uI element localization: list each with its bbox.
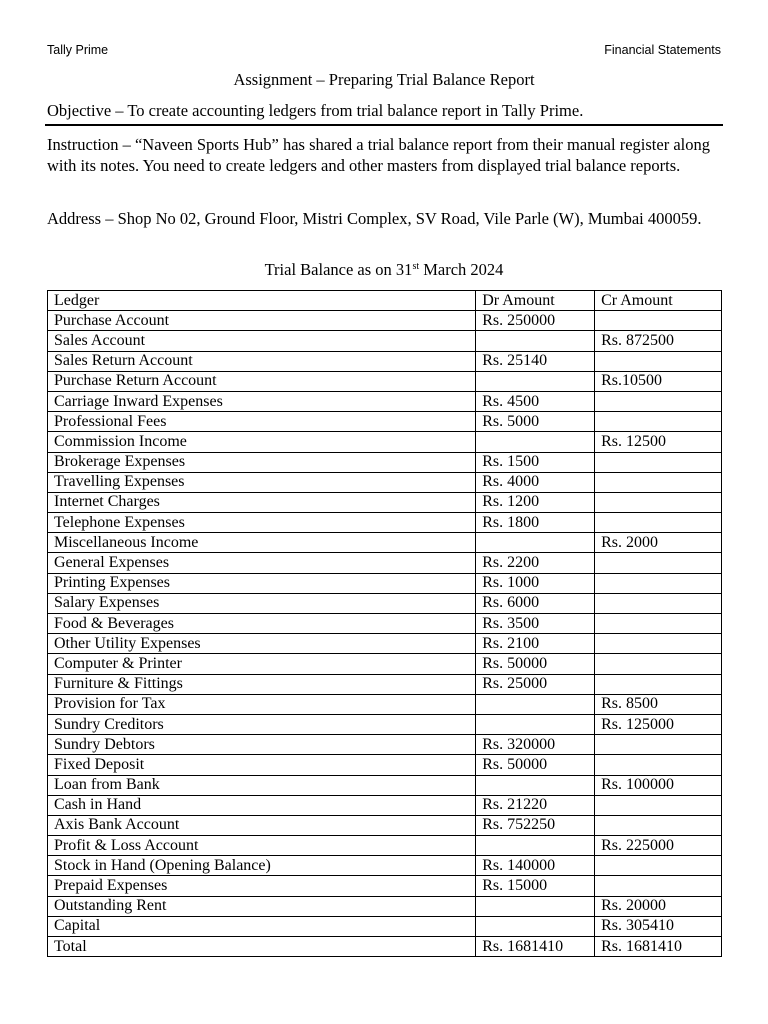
cr-amount-cell: Rs. 2000 bbox=[595, 533, 722, 553]
ledger-cell: Computer & Printer bbox=[48, 654, 476, 674]
table-row bbox=[48, 836, 722, 856]
header-dr-amount: Dr Amount bbox=[476, 291, 595, 311]
ledger-cell: Cash in Hand bbox=[48, 795, 476, 815]
ledger-cell: Telephone Expenses bbox=[48, 513, 476, 533]
dr-amount-cell: Rs. 752250 bbox=[476, 815, 595, 835]
table-title bbox=[0, 260, 768, 280]
dr-amount-cell: Rs. 15000 bbox=[476, 876, 595, 896]
table-row bbox=[48, 694, 722, 714]
ledger-cell: Commission Income bbox=[48, 432, 476, 452]
dr-amount-cell: Rs. 50000 bbox=[476, 654, 595, 674]
cr-amount-cell bbox=[595, 634, 722, 654]
ledger-cell: Axis Bank Account bbox=[48, 815, 476, 835]
table-row bbox=[48, 472, 722, 492]
ledger-cell: Total bbox=[48, 937, 476, 957]
table-row bbox=[48, 412, 722, 432]
table-row bbox=[48, 775, 722, 795]
ledger-cell: Sales Account bbox=[48, 331, 476, 351]
table-row bbox=[48, 533, 722, 553]
table-row bbox=[48, 492, 722, 512]
table-row bbox=[48, 553, 722, 573]
dr-amount-cell: Rs. 50000 bbox=[476, 755, 595, 775]
table-row bbox=[48, 896, 722, 916]
table-row bbox=[48, 937, 722, 957]
cr-amount-cell: Rs. 8500 bbox=[595, 694, 722, 714]
cr-amount-cell bbox=[595, 452, 722, 472]
divider-line bbox=[45, 124, 723, 126]
ledger-cell: Capital bbox=[48, 916, 476, 936]
cr-amount-cell: Rs. 20000 bbox=[595, 896, 722, 916]
table-title-suffix: March 2024 bbox=[419, 260, 504, 279]
cr-amount-cell: Rs.10500 bbox=[595, 371, 722, 391]
cr-amount-cell bbox=[595, 311, 722, 331]
table-row bbox=[48, 735, 722, 755]
cr-amount-cell bbox=[595, 755, 722, 775]
ledger-cell: Printing Expenses bbox=[48, 573, 476, 593]
table-row bbox=[48, 654, 722, 674]
table-row bbox=[48, 593, 722, 613]
table-row bbox=[48, 856, 722, 876]
dr-amount-cell: Rs. 140000 bbox=[476, 856, 595, 876]
ledger-cell: Sales Return Account bbox=[48, 351, 476, 371]
header-cr-amount: Cr Amount bbox=[595, 291, 722, 311]
dr-amount-cell bbox=[476, 775, 595, 795]
dr-amount-cell: Rs. 1200 bbox=[476, 492, 595, 512]
dr-amount-cell: Rs. 1000 bbox=[476, 573, 595, 593]
cr-amount-cell bbox=[595, 795, 722, 815]
table-row bbox=[48, 755, 722, 775]
table-row bbox=[48, 634, 722, 654]
ledger-cell: Sundry Debtors bbox=[48, 735, 476, 755]
table-header-row bbox=[48, 291, 722, 311]
ledger-cell: Sundry Creditors bbox=[48, 714, 476, 734]
ledger-cell: Internet Charges bbox=[48, 492, 476, 512]
cr-amount-cell: Rs. 125000 bbox=[595, 714, 722, 734]
table-row bbox=[48, 351, 722, 371]
dr-amount-cell bbox=[476, 694, 595, 714]
cr-amount-cell: Rs. 100000 bbox=[595, 775, 722, 795]
ledger-cell: Carriage Inward Expenses bbox=[48, 391, 476, 411]
header-right: Financial Statements bbox=[604, 43, 721, 57]
dr-amount-cell: Rs. 320000 bbox=[476, 735, 595, 755]
dr-amount-cell: Rs. 250000 bbox=[476, 311, 595, 331]
dr-amount-cell: Rs. 2100 bbox=[476, 634, 595, 654]
document-title: Assignment – Preparing Trial Balance Report bbox=[233, 70, 535, 89]
cr-amount-cell bbox=[595, 654, 722, 674]
cr-amount-cell: Rs. 305410 bbox=[595, 916, 722, 936]
cr-amount-cell: Rs. 12500 bbox=[595, 432, 722, 452]
dr-amount-cell bbox=[476, 432, 595, 452]
cr-amount-cell bbox=[595, 472, 722, 492]
cr-amount-cell bbox=[595, 513, 722, 533]
ledger-cell: General Expenses bbox=[48, 553, 476, 573]
table-row bbox=[48, 311, 722, 331]
cr-amount-cell: Rs. 1681410 bbox=[595, 937, 722, 957]
cr-amount-cell bbox=[595, 391, 722, 411]
trial-balance-table bbox=[47, 290, 722, 957]
dr-amount-cell bbox=[476, 331, 595, 351]
ledger-cell: Miscellaneous Income bbox=[48, 533, 476, 553]
ledger-cell: Professional Fees bbox=[48, 412, 476, 432]
dr-amount-cell: Rs. 25140 bbox=[476, 351, 595, 371]
table-row bbox=[48, 614, 722, 634]
dr-amount-cell bbox=[476, 371, 595, 391]
table-title-sup: st bbox=[412, 261, 420, 272]
table-title-prefix: Trial Balance as on 31 bbox=[264, 260, 413, 279]
ledger-cell: Other Utility Expenses bbox=[48, 634, 476, 654]
cr-amount-cell bbox=[595, 815, 722, 835]
cr-amount-cell bbox=[595, 351, 722, 371]
cr-amount-cell bbox=[595, 674, 722, 694]
dr-amount-cell: Rs. 1500 bbox=[476, 452, 595, 472]
ledger-cell: Provision for Tax bbox=[48, 694, 476, 714]
ledger-cell: Loan from Bank bbox=[48, 775, 476, 795]
table-row bbox=[48, 815, 722, 835]
dr-amount-cell: Rs. 3500 bbox=[476, 614, 595, 634]
dr-amount-cell: Rs. 1681410 bbox=[476, 937, 595, 957]
table-row bbox=[48, 513, 722, 533]
dr-amount-cell: Rs. 5000 bbox=[476, 412, 595, 432]
cr-amount-cell bbox=[595, 593, 722, 613]
header-ledger: Ledger bbox=[48, 291, 476, 311]
cr-amount-cell bbox=[595, 856, 722, 876]
instruction-text: Instruction – “Naveen Sports Hub” has shared a trial balance report from their manual register along with its notes. You need to create ledgers and other masters from displayed trial balance reports. bbox=[47, 135, 710, 175]
table-row bbox=[48, 391, 722, 411]
ledger-cell: Prepaid Expenses bbox=[48, 876, 476, 896]
dr-amount-cell bbox=[476, 896, 595, 916]
ledger-cell: Travelling Expenses bbox=[48, 472, 476, 492]
ledger-cell: Fixed Deposit bbox=[48, 755, 476, 775]
address-text: Address – Shop No 02, Ground Floor, Mistri Complex, SV Road, Vile Parle (W), Mumbai 400059. bbox=[47, 209, 702, 228]
dr-amount-cell: Rs. 4000 bbox=[476, 472, 595, 492]
dr-amount-cell: Rs. 21220 bbox=[476, 795, 595, 815]
dr-amount-cell bbox=[476, 533, 595, 553]
dr-amount-cell bbox=[476, 836, 595, 856]
cr-amount-cell bbox=[595, 876, 722, 896]
cr-amount-cell bbox=[595, 614, 722, 634]
table-row bbox=[48, 876, 722, 896]
ledger-cell: Outstanding Rent bbox=[48, 896, 476, 916]
table-row bbox=[48, 371, 722, 391]
dr-amount-cell bbox=[476, 714, 595, 734]
cr-amount-cell: Rs. 225000 bbox=[595, 836, 722, 856]
cr-amount-cell: Rs. 872500 bbox=[595, 331, 722, 351]
ledger-cell: Food & Beverages bbox=[48, 614, 476, 634]
table-row bbox=[48, 795, 722, 815]
cr-amount-cell bbox=[595, 412, 722, 432]
table-row bbox=[48, 916, 722, 936]
dr-amount-cell: Rs. 6000 bbox=[476, 593, 595, 613]
dr-amount-cell: Rs. 2200 bbox=[476, 553, 595, 573]
ledger-cell: Purchase Return Account bbox=[48, 371, 476, 391]
ledger-cell: Salary Expenses bbox=[48, 593, 476, 613]
ledger-cell: Purchase Account bbox=[48, 311, 476, 331]
header-left: Tally Prime bbox=[47, 43, 109, 57]
objective-text: Objective – To create accounting ledgers from trial balance report in Tally Prime. bbox=[47, 101, 584, 120]
ledger-cell: Brokerage Expenses bbox=[48, 452, 476, 472]
dr-amount-cell: Rs. 4500 bbox=[476, 391, 595, 411]
table-row bbox=[48, 714, 722, 734]
table-row bbox=[48, 331, 722, 351]
table-row bbox=[48, 432, 722, 452]
dr-amount-cell bbox=[476, 916, 595, 936]
cr-amount-cell bbox=[595, 573, 722, 593]
ledger-cell: Furniture & Fittings bbox=[48, 674, 476, 694]
dr-amount-cell: Rs. 25000 bbox=[476, 674, 595, 694]
cr-amount-cell bbox=[595, 553, 722, 573]
cr-amount-cell bbox=[595, 492, 722, 512]
cr-amount-cell bbox=[595, 735, 722, 755]
dr-amount-cell: Rs. 1800 bbox=[476, 513, 595, 533]
table-row bbox=[48, 573, 722, 593]
ledger-cell: Profit & Loss Account bbox=[48, 836, 476, 856]
ledger-cell: Stock in Hand (Opening Balance) bbox=[48, 856, 476, 876]
table-row bbox=[48, 674, 722, 694]
table-row bbox=[48, 452, 722, 472]
